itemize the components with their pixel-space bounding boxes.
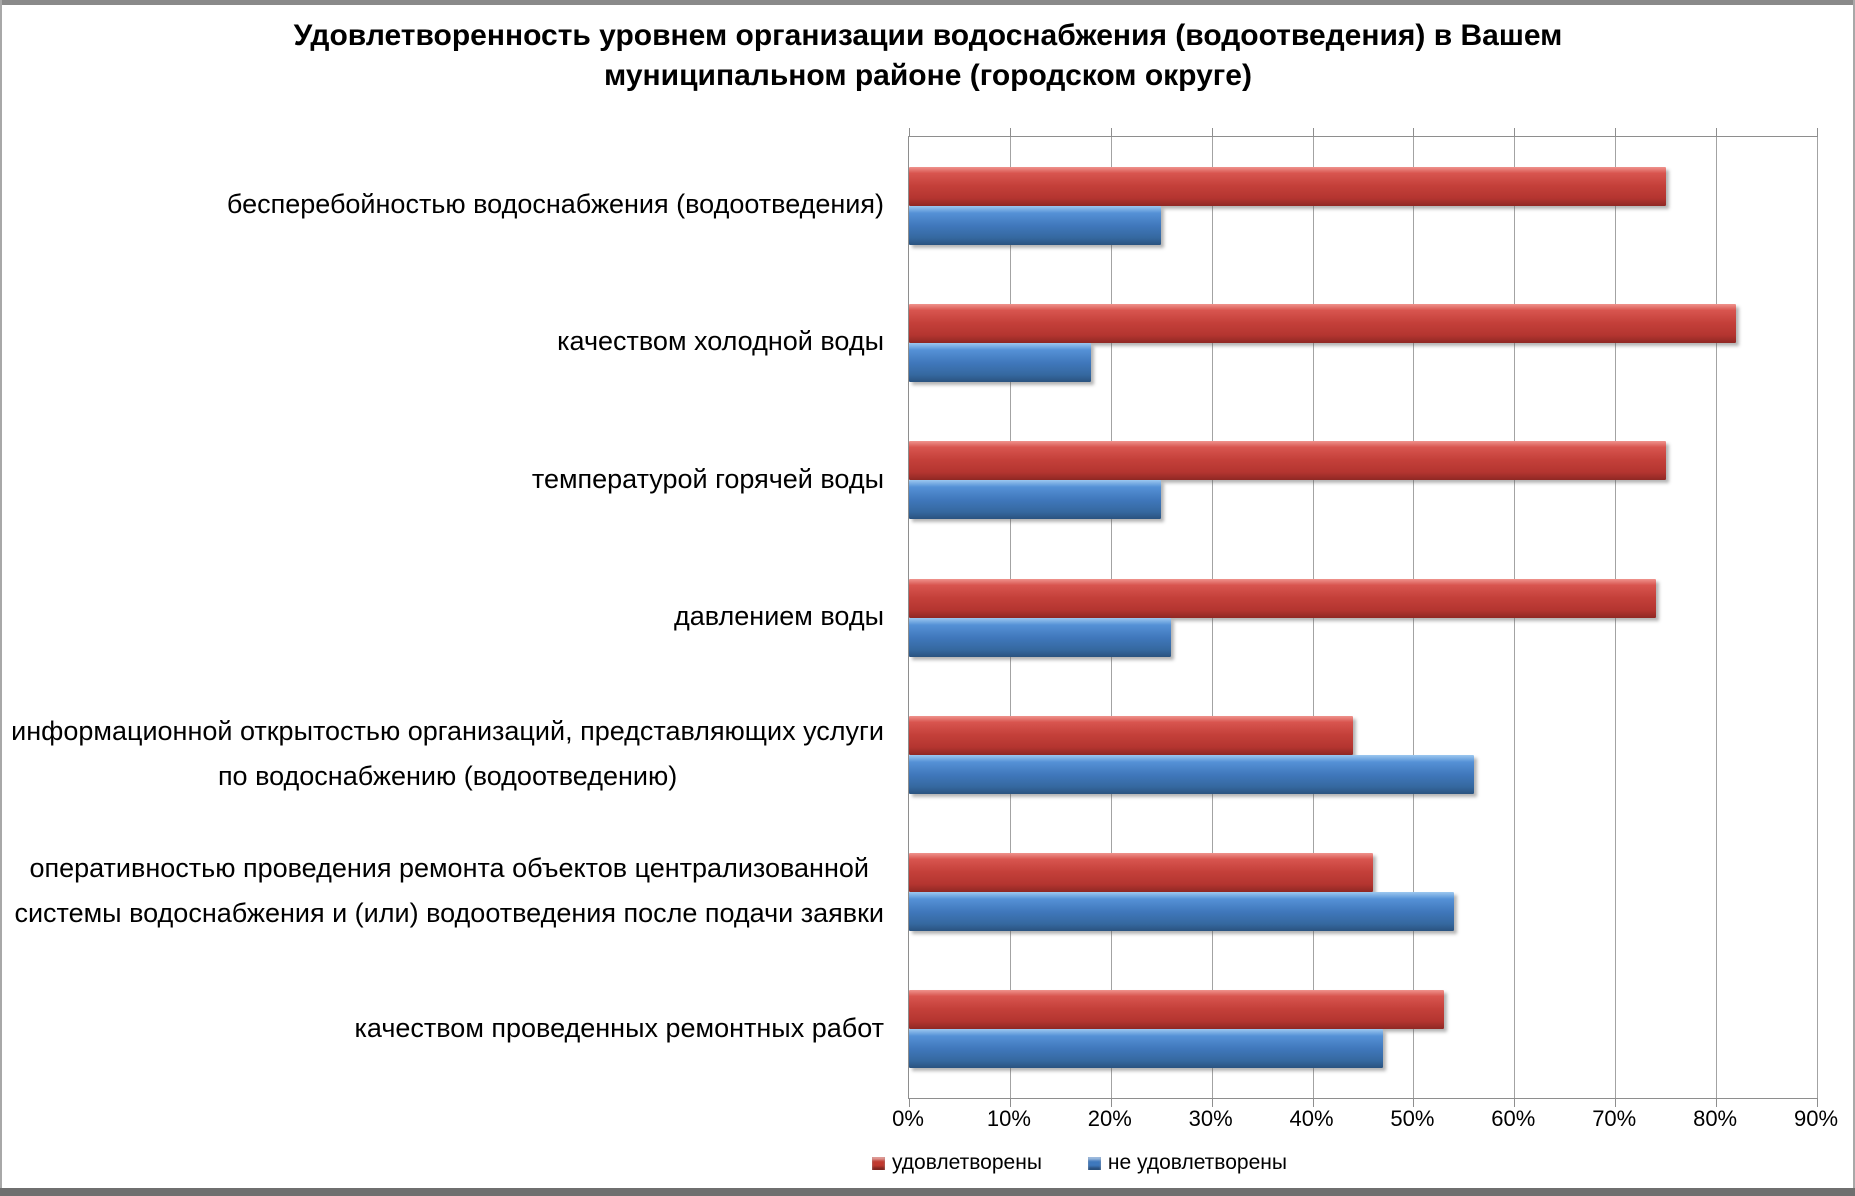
bar-unsatisfied-3 [909, 618, 1171, 657]
category-label-line: по водоснабжению (водоотведению) [217, 760, 678, 791]
tick-top-50% [1413, 128, 1414, 137]
tick-top-30% [1212, 128, 1213, 137]
bar-satisfied-3 [909, 579, 1656, 618]
category-label-text-1 [557, 319, 884, 364]
legend-item-satisfied [872, 1151, 1042, 1175]
chart-title [218, 16, 1638, 96]
x-tick-10%: 10% [986, 1106, 1031, 1131]
bar-unsatisfied-6 [909, 1029, 1383, 1068]
legend-label-unsatisfied: не удовлетворены [1107, 1151, 1287, 1174]
category-label-text-4 [11, 709, 884, 799]
x-tick-90%: 90% [1793, 1106, 1839, 1131]
x-tick-30%: 30% [1188, 1106, 1233, 1131]
category-label-line: информационной открытостью организаций, представляющих услуги [11, 715, 884, 746]
category-label-line: давлением воды [674, 600, 884, 631]
category-label-text-2 [532, 457, 884, 502]
chart-title-line-1: Удовлетворенность уровнем организации водоснабжения (водоотведения) в Вашем [293, 19, 1563, 52]
bar-satisfied-1 [909, 304, 1736, 343]
legend-label-satisfied: удовлетворены [892, 1151, 1042, 1174]
bar-satisfied-6 [909, 990, 1444, 1029]
window-bottom-border [0, 1188, 1855, 1196]
category-label-text-5 [14, 846, 884, 936]
category-label-line: температурой горячей воды [531, 463, 884, 494]
legend-swatch-unsatisfied [1088, 1157, 1101, 1170]
legend-swatch-satisfied [872, 1157, 885, 1170]
bar-unsatisfied-1 [909, 343, 1091, 382]
x-tick-40%: 40% [1289, 1106, 1334, 1131]
x-tick-70%: 70% [1592, 1106, 1637, 1131]
category-label-line: системы водоснабжения и (или) водоотведения после подачи заявки [14, 898, 884, 929]
window-top-border [0, 0, 1855, 5]
x-tick-0%: 0% [892, 1106, 924, 1131]
category-label-4 [6, 685, 884, 822]
tick-top-10% [1010, 128, 1011, 137]
category-label-text-3 [674, 594, 884, 639]
tick-top-60% [1514, 128, 1515, 137]
tick-top-20% [1111, 128, 1112, 137]
window-left-border [0, 0, 2, 1196]
category-label-text-6 [354, 1006, 884, 1051]
category-label-line: качеством холодной воды [557, 326, 884, 357]
gridline-40% [1313, 137, 1314, 1098]
bar-unsatisfied-2 [909, 480, 1161, 519]
tick-top-90% [1817, 128, 1818, 137]
value-axis [0, 1106, 1855, 1136]
category-label-text-0 [227, 182, 884, 227]
category-label-6 [6, 960, 884, 1097]
bar-unsatisfied-5 [909, 892, 1454, 931]
category-label-line: качеством проведенных ремонтных работ [354, 1012, 884, 1043]
category-label-line: бесперебойностью водоснабжения (водоотведения) [226, 189, 884, 220]
legend [872, 1150, 1287, 1176]
bar-satisfied-0 [909, 167, 1666, 206]
bar-unsatisfied-0 [909, 206, 1161, 245]
gridline-70% [1615, 137, 1616, 1098]
gridline-60% [1514, 137, 1515, 1098]
category-axis-labels [6, 136, 884, 1097]
chart-title-line-2: муниципальном районе (городском округе) [604, 59, 1252, 92]
category-label-1 [6, 273, 884, 410]
gridline-30% [1212, 137, 1213, 1098]
category-label-line: оперативностью проведения ремонта объектов централизованной [29, 853, 869, 884]
bar-satisfied-2 [909, 441, 1666, 480]
tick-top-40% [1313, 128, 1314, 137]
category-label-2 [6, 411, 884, 548]
tick-top-0% [909, 128, 910, 137]
bar-satisfied-5 [909, 853, 1373, 892]
x-tick-60%: 60% [1491, 1106, 1536, 1131]
category-label-0 [6, 136, 884, 273]
category-label-5 [6, 822, 884, 959]
gridline-90% [1817, 137, 1818, 1098]
plot-area [908, 136, 1818, 1099]
x-tick-50%: 50% [1390, 1106, 1435, 1131]
bar-unsatisfied-4 [909, 755, 1474, 794]
x-tick-80%: 80% [1693, 1106, 1738, 1131]
tick-top-70% [1615, 128, 1616, 137]
gridline-80% [1716, 137, 1717, 1098]
legend-item-unsatisfied [1088, 1151, 1287, 1175]
tick-top-80% [1716, 128, 1717, 137]
category-label-3 [6, 548, 884, 685]
x-tick-20%: 20% [1087, 1106, 1132, 1131]
gridline-50% [1413, 137, 1414, 1098]
bar-satisfied-4 [909, 716, 1353, 755]
